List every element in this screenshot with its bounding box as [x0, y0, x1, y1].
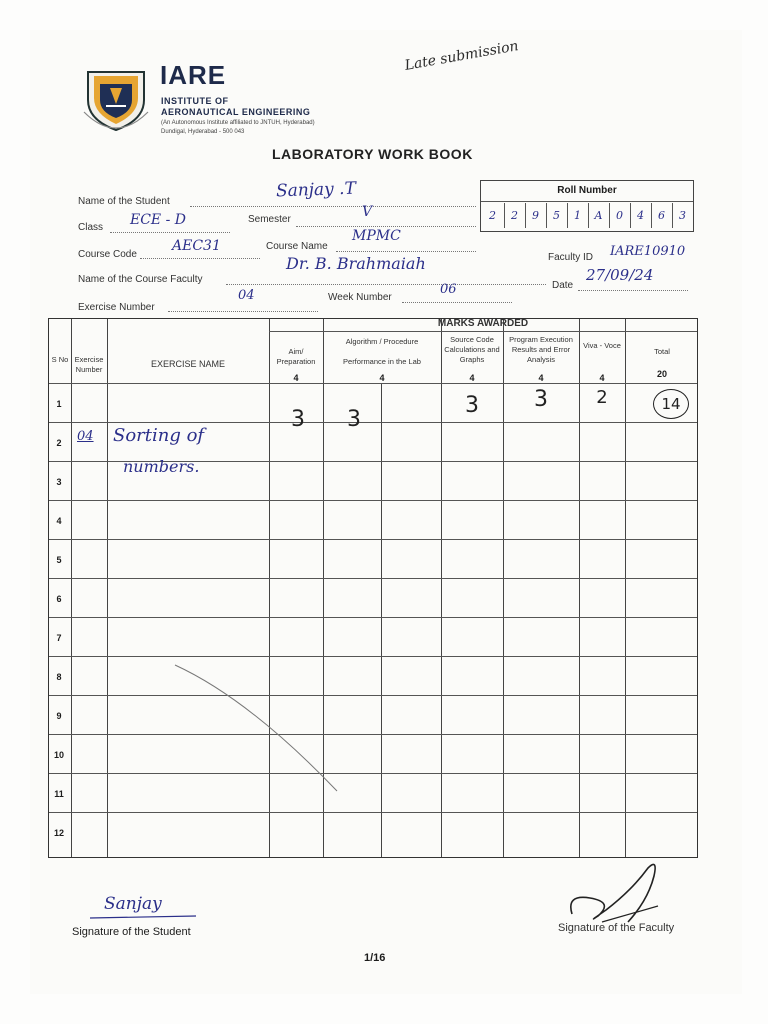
mark-aim: 3	[291, 407, 305, 432]
max-aim: 4	[293, 373, 299, 383]
institute-subtitle-2: Dundigal, Hyderabad - 500 043	[161, 129, 245, 135]
date-label: Date	[552, 280, 574, 291]
exercise-number-line	[168, 311, 318, 312]
col-program-header: Program Execution Results and Error Analysis	[509, 335, 573, 364]
col-viva-header: Viva - Voce	[583, 341, 621, 350]
row-number: 9	[56, 711, 62, 721]
row-number: 4	[56, 516, 62, 526]
entry-exercise-number: 04	[77, 429, 94, 444]
max-code: 4	[469, 373, 475, 383]
student-name-value: Sanjay .T	[275, 178, 357, 202]
marks-awarded-title: MARKS AWARDED	[437, 318, 529, 329]
row-number: 7	[56, 633, 62, 643]
faculty-signature-mark	[562, 860, 672, 930]
entry-exercise-name-line-2: numbers.	[123, 457, 200, 476]
faculty-name-line	[226, 284, 546, 285]
marks-table	[48, 318, 698, 858]
semester-value: V	[362, 204, 373, 220]
roll-digit: 2	[504, 203, 524, 228]
row-number: 5	[56, 555, 62, 565]
max-total: 20	[656, 369, 667, 379]
row-number: 2	[56, 438, 62, 448]
course-name-value: MPMC	[352, 228, 401, 244]
class-value: ECE - D	[130, 212, 187, 228]
institute-line-2: AERONAUTICAL ENGINEERING	[161, 107, 311, 117]
roll-digit: 5	[546, 203, 566, 228]
col-exercise-name-header: EXERCISE NAME	[150, 359, 226, 369]
col-aim-header: Aim/ Preparation	[276, 347, 316, 366]
page-number: 1/16	[364, 952, 386, 964]
student-name-label: Name of the Student	[78, 196, 170, 207]
mark-viva: 2	[596, 387, 608, 408]
roll-digit: 6	[651, 203, 671, 228]
faculty-signature-label: Signature of the Faculty	[558, 922, 675, 934]
date-value: 27/09/24	[586, 266, 654, 284]
class-label: Class	[78, 222, 104, 233]
max-program: 4	[538, 373, 544, 383]
row-number: 10	[53, 750, 64, 760]
institute-subtitle-1: (An Autonomous Institute affiliated to JNTUH, Hyderabad)	[161, 120, 315, 126]
mark-program: 3	[534, 387, 548, 412]
week-number-label: Week Number	[328, 292, 392, 303]
week-number-line	[402, 302, 512, 303]
iare-logo-icon	[76, 62, 156, 134]
student-signature: Sanjay	[104, 894, 162, 914]
course-name-line	[336, 251, 476, 252]
week-number-value: 06	[440, 282, 457, 297]
roll-digit: 0	[609, 203, 629, 228]
roll-number-box	[480, 180, 694, 232]
row-number: 1	[56, 399, 62, 409]
strike-line	[169, 659, 369, 799]
row-number: 8	[56, 672, 62, 682]
faculty-name-value: Dr. B. Brahmaiah	[286, 254, 426, 273]
faculty-name-label: Name of the Course Faculty	[78, 274, 203, 285]
row-number: 3	[56, 477, 62, 487]
mark-algo: 3	[347, 407, 361, 432]
roll-digit: 2	[489, 209, 496, 222]
roll-digit: 4	[630, 203, 650, 228]
roll-number-label: Roll Number	[557, 185, 617, 196]
course-code-value: AEC31	[172, 238, 221, 254]
roll-digit: 1	[567, 203, 587, 228]
page-title: LABORATORY WORK BOOK	[272, 146, 473, 162]
col-algo-top-header: Algorithm / Procedure	[345, 337, 419, 346]
entry-exercise-name-line-1: Sorting of	[113, 425, 205, 446]
class-line	[110, 232, 230, 233]
semester-line	[296, 226, 476, 227]
exercise-number-value: 04	[238, 288, 255, 303]
course-name-label: Course Name	[266, 241, 328, 252]
row-number: 6	[56, 594, 62, 604]
roll-digit: A	[588, 203, 608, 228]
col-code-header: Source Code Calculations and Graphs	[444, 335, 500, 364]
col-total-header: Total	[654, 347, 670, 356]
row-number: 12	[53, 828, 64, 838]
max-algo: 4	[379, 373, 385, 383]
date-line	[578, 290, 688, 291]
course-code-label: Course Code	[78, 249, 137, 260]
institute-line-1: INSTITUTE OF	[161, 96, 229, 106]
student-name-line	[190, 206, 476, 207]
institute-short-name: IARE	[160, 60, 227, 90]
mark-code: 3	[465, 393, 479, 418]
col-algo-bottom-header: Performance in the Lab	[343, 357, 421, 366]
col-exercise-number-header: Exercise Number	[74, 355, 104, 374]
roll-digit: 3	[672, 203, 692, 228]
mark-total: 14	[653, 389, 689, 419]
course-code-line	[140, 258, 260, 259]
late-submission-note: Late submission	[403, 38, 520, 74]
col-sno-header: S No	[51, 355, 69, 364]
exercise-number-label: Exercise Number	[78, 302, 155, 313]
semester-label: Semester	[248, 214, 291, 225]
max-viva: 4	[599, 373, 605, 383]
student-signature-label: Signature of the Student	[72, 926, 191, 938]
faculty-id-label: Faculty ID	[548, 252, 594, 263]
faculty-id-value: IARE10910	[610, 244, 686, 259]
roll-digit: 9	[525, 203, 545, 228]
row-number: 11	[54, 789, 64, 799]
